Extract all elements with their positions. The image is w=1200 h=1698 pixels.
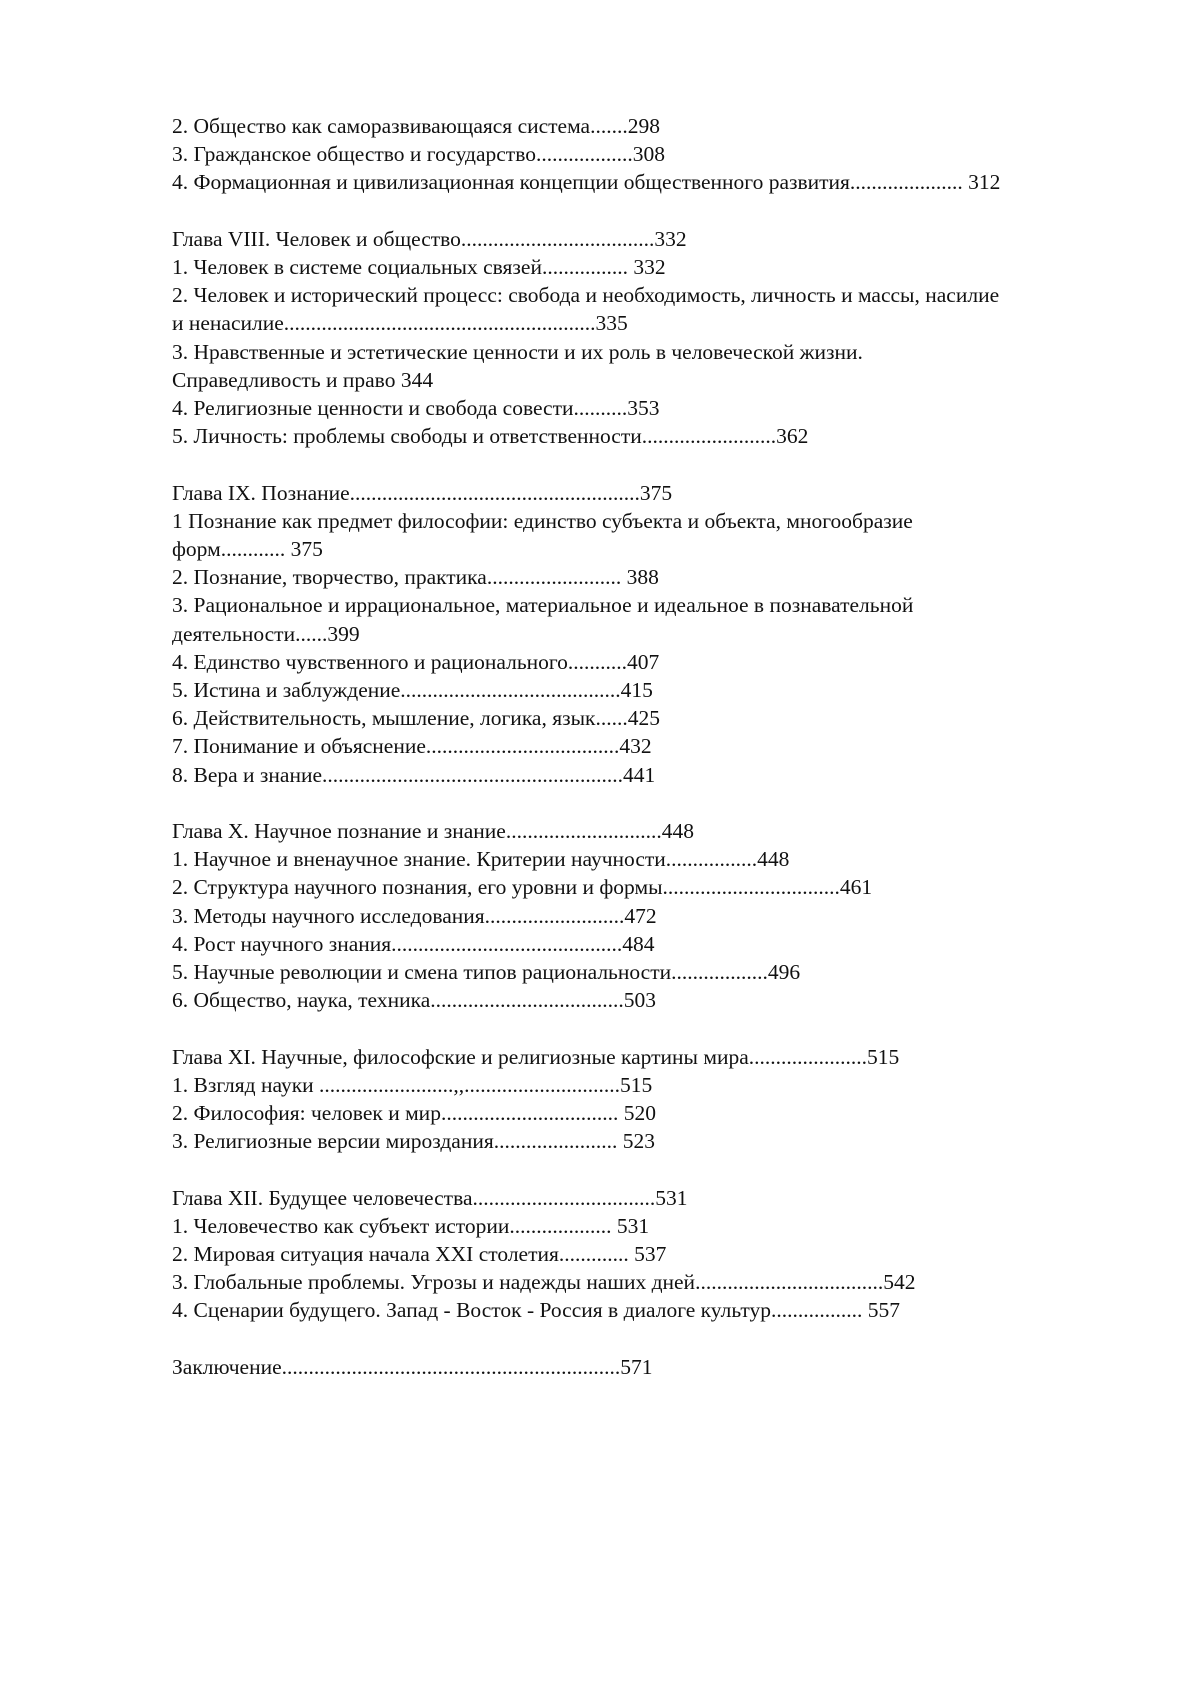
toc-entry: 2. Структура научного познания, его уровни и формы.................................461 <box>172 875 873 900</box>
toc-entry: 4. Религиозные ценности и свобода совести..........353 <box>172 396 660 421</box>
toc-chapter-10 <box>172 817 1112 1014</box>
chapter-heading: Глава IX. Познание......................................................375 <box>172 480 673 505</box>
chapter-heading: Глава X. Научное познание и знание.............................448 <box>172 819 694 844</box>
toc-entry: 4. Рост научного знания...........................................484 <box>172 931 655 956</box>
toc-entry: 2. Познание, творчество, практика......................... 388 <box>172 565 659 590</box>
toc-entry: 3. Рациональное и иррациональное, материальное и идеальное в познавательной <box>172 593 914 618</box>
toc-entry-continuation: Справедливость и право 344 <box>172 367 434 392</box>
chapter-heading: Глава XI. Научные, философские и религиозные картины мира......................515 <box>172 1044 900 1069</box>
toc-entry-continuation: и ненасилие..........................................................335 <box>172 311 628 336</box>
toc-entry: 3. Нравственные и эстетические ценности и их роль в человеческой жизни. <box>172 339 863 364</box>
toc-entry: 6. Общество, наука, техника....................................503 <box>172 988 656 1013</box>
toc-entry: 8. Вера и знание........................................................441 <box>172 762 656 787</box>
toc-entry: 1 Познание как предмет философии: единство субъекта и объекта, многообразие <box>172 508 913 533</box>
toc-entry: 4. Единство чувственного и рационального...........407 <box>172 649 660 674</box>
toc-entry: 3. Религиозные версии мироздания....................... 523 <box>172 1129 655 1154</box>
toc-entry: 6. Действительность, мышление, логика, язык......425 <box>172 706 661 731</box>
toc-entry: 1. Человек в системе социальных связей................ 332 <box>172 255 666 279</box>
toc-entry: 7. Понимание и объяснение....................................432 <box>172 734 652 759</box>
toc-entry: 3. Глобальные проблемы. Угрозы и надежды наших дней...................................542 <box>172 1270 916 1295</box>
chapter-heading: Заключение...............................................................571 <box>172 1354 653 1379</box>
toc-entry: 2. Общество как саморазвивающаяся система.......298 <box>172 114 660 138</box>
toc-entry: 2. Человек и исторический процесс: свобода и необходимость, личность и массы, насилие <box>172 283 1000 308</box>
chapter-heading: Глава VIII. Человек и общество....................................332 <box>172 226 687 251</box>
toc-entry: 1. Взгляд науки .........................,,.............................515 <box>172 1072 653 1097</box>
toc-chapter-12 <box>172 1184 1112 1325</box>
toc-entry: 4. Формационная и цивилизационная концепции общественного развития..................... 312 <box>172 170 1001 195</box>
toc-entry-continuation: форм............ 375 <box>172 537 323 562</box>
toc-entry: 2. Мировая ситуация начала XXI столетия............. 537 <box>172 1242 667 1267</box>
toc-chapter-11 <box>172 1043 1112 1156</box>
toc-entry: 2. Философия: человек и мир................................. 520 <box>172 1101 656 1126</box>
toc-entry: 1. Человечество как субъект истории................... 531 <box>172 1213 650 1238</box>
toc-section-society <box>172 112 1112 197</box>
toc-entry: 3. Гражданское общество и государство..................308 <box>172 142 665 167</box>
toc-entry: 4. Сценарии будущего. Запад - Восток - Россия в диалоге культур................. 557 <box>172 1298 900 1323</box>
toc-entry: 5. Научные революции и смена типов рациональности..................496 <box>172 960 801 985</box>
chapter-heading: Глава XII. Будущее человечества..................................531 <box>172 1185 688 1210</box>
toc-conclusion <box>172 1353 1112 1381</box>
toc-entry-continuation: деятельности......399 <box>172 621 360 646</box>
toc-entry: 3. Методы научного исследования..........................472 <box>172 903 657 928</box>
toc-entry: 1. Научное и вненаучное знание. Критерии научности.................448 <box>172 847 790 872</box>
toc-chapter-8 <box>172 225 1112 451</box>
toc-chapter-9 <box>172 479 1112 789</box>
toc-entry: 5. Личность: проблемы свободы и ответственности.........................362 <box>172 424 809 449</box>
table-of-contents <box>172 112 1112 1409</box>
toc-entry: 5. Истина и заблуждение.........................................415 <box>172 678 653 703</box>
